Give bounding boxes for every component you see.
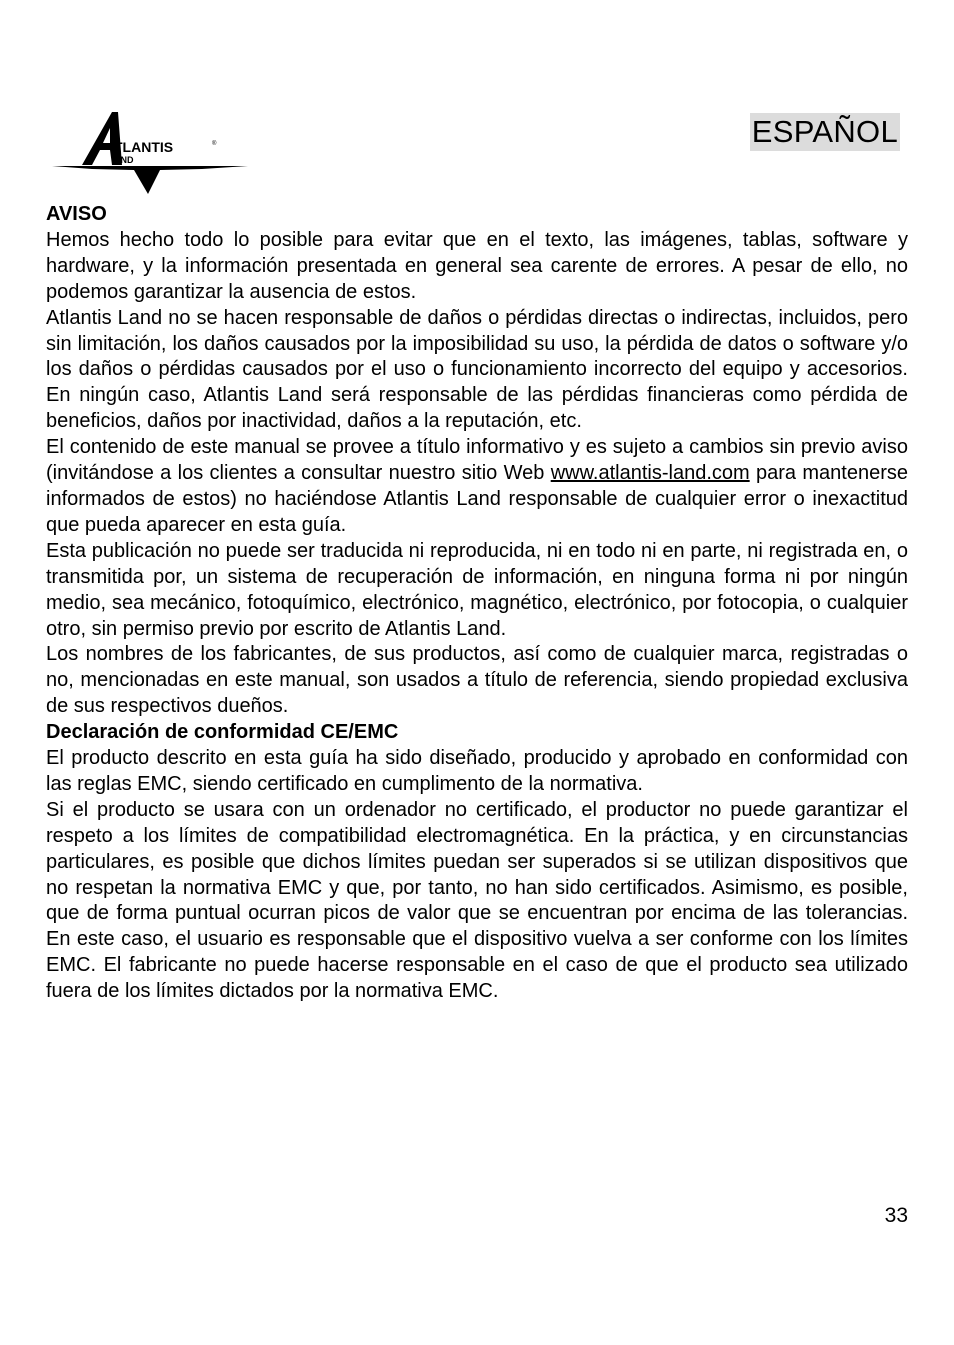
ce-emc-paragraph-2: Si el producto se usara con un ordenador no certificado, el productor no puede garantizar el respeto a los límites de compatibilidad electromagnética. En la práctica, y en circunstancias particulares, es posible que dichos límites puedan ser superados si se utilizan dispositivos que no respetan la normativa EMC y que, por tanto, no han sido certificados. Asimismo, es posible, que de forma puntual ocurran picos de valor que se encuentran por encima de las tolerancias. En este caso, el usuario es responsable que el dispositivo vuelva a ser conforme con los límites EMC. El fabricante no puede hacerse responsable en el caso de que el producto sea utilizado fuera de los límites dictados por la normativa EMC.	[46, 798, 908, 1003]
aviso-paragraph-4: Esta publicación no puede ser traducida ni reproducida, ni en todo ni en parte, ni registrada en, o transmitida por, un sistema de recuperación de información, en ninguna forma ni por ningún medio, sea mecánico, fotoquímico, electrónico, magnético, electrónico, por fotocopia, o cualquier otro, sin permiso previo por escrito de Atlantis Land.	[46, 539, 908, 640]
aviso-paragraph-3-start: El contenido de este manual se provee a título informativo y es sujeto a cambios sin previo aviso (invitándose a los clientes a consultar nuestro sitio Web	[46, 436, 908, 485]
page-number: 33	[884, 1204, 908, 1227]
aviso-paragraph-5: Los nombres de los fabricantes, de sus productos, así como de cualquier marca, registradas o no, mencionadas en este manual, son usados a título de referencia, siendo propiedad exclusiva de sus respectivos dueños.	[46, 643, 908, 718]
atlantis-website-link[interactable]: www.atlantis-land.com	[550, 462, 750, 485]
svg-text:®: ®	[212, 141, 217, 147]
ce-emc-heading: Declaración de conformidad CE/EMC	[46, 721, 399, 744]
svg-text:AND: AND	[114, 155, 134, 165]
aviso-heading: AVISO	[46, 203, 107, 225]
document-body	[46, 202, 908, 1005]
svg-text:TLANTIS: TLANTIS	[114, 139, 174, 155]
ce-emc-paragraph-1: El producto descrito en esta guía ha sido diseñado, producido y aprobado en conformidad con las reglas EMC, siendo certificado en cumplimento de la normativa.	[46, 747, 908, 795]
language-label: ESPAÑOL	[751, 114, 898, 149]
aviso-paragraph-2: Atlantis Land no se hacen responsable de daños o pérdidas directas o indirectas, incluidos, pero sin limitación, los daños causados por la imposibilidad su uso, la pérdida de datos o software y/o los daños o pérdidas causados por el uso o funcionamiento incorrecto del equipo y accesorios. En ningún caso, Atlantis Land será responsable de las pérdidas financieras como pérdida de beneficios, daños por inactividad, daños a la reputación, etc.	[46, 306, 908, 433]
atlantis-land-logo	[52, 108, 248, 196]
aviso-paragraph-3	[46, 435, 908, 539]
aviso-paragraph-1: Hemos hecho todo lo posible para evitar que en el texto, las imágenes, tablas, software y hardware, y la información presentada en general sea carente de errores. A pesar de ello, no podemos garantizar la ausencia de estos.	[46, 228, 908, 303]
aviso-paragraph-3-end: para mantenerse informados de estos) no haciéndose Atlantis Land responsable de cualquier error o inexactitud que pueda aparecer en esta guía.	[46, 462, 908, 536]
